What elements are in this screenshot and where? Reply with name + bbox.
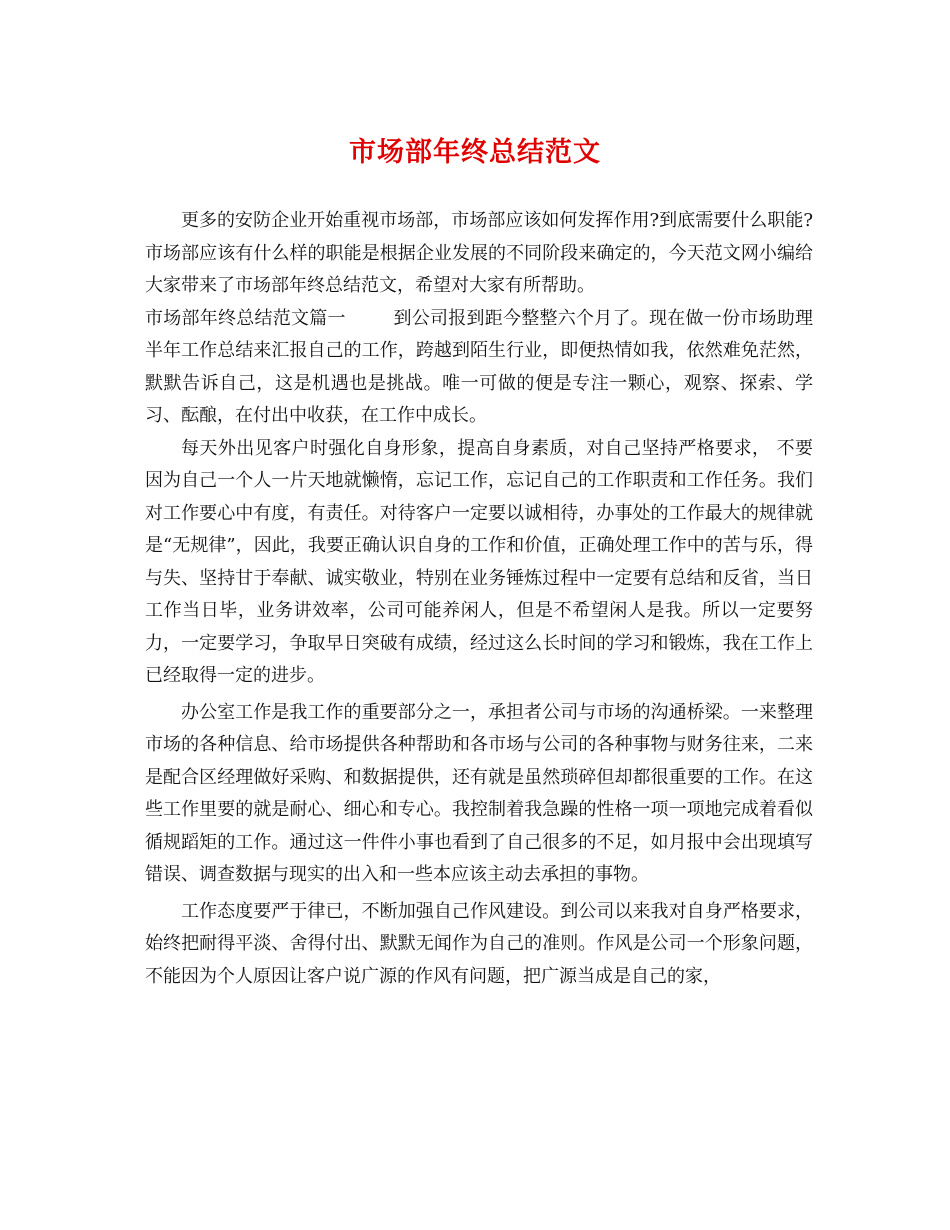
- paragraph-work-attitude: 工作态度要严于律已，不断加强自己作风建设。到公司以来我对自身严格要求，始终把耐得平淡、舍得付出、默默无闻作为自己的准则。作风是公司一个形象问题，不能因为个人原因让客户说广源的作风有问题，把广源当成是自己的家，: [145, 900, 813, 987]
- document-body: [145, 205, 813, 993]
- paragraph-client-work: 每天外出见客户时强化自身形象，提高自身素质，对自己坚持严格要求， 不要因为自己一个人一片天地就懒惰，忘记工作，忘记自己的工作职责和工作任务。我们对工作要心中有度，有责任。对待客户一定要以诚相待，办事处的工作最大的规律就是“无规律”，因此，我要正确认识自身的工作和价值，正确处理工作中的苦与乐，得与失、坚持甘于奉献、诚实敬业，特别在业务锤炼过程中一定要有总结和反省，当日工作当日毕，业务讲效率，公司可能养闲人，但是不希望闲人是我。所以一定要努力，一定要学习，争取早日突破有成绩，经过这么长时间的学习和锻炼，我在工作上已经取得一定的进步。: [145, 437, 813, 686]
- paragraph-section-one: 市场部年终总结范文篇一 到公司报到距今整整六个月了。现在做一份市场助理半年工作总结来汇报自己的工作，跨越到陌生行业，即便热情如我，依然难免茫然，默默告诉自己，这是机遇也是挑战。唯一可做的便是专注一颗心，观察、探索、学习、酝酿，在付出中收获，在工作中成长。: [145, 307, 813, 426]
- document-title: 市场部年终总结范文: [349, 137, 601, 168]
- paragraph-office-work: 办公室工作是我工作的重要部分之一，承担者公司与市场的沟通桥梁。一来整理市场的各种信息、给市场提供各种帮助和各市场与公司的各种事物与财务往来，二来是配合区经理做好采购、和数据提供，还有就是虽然琐碎但却都很重要的工作。在这些工作里要的就是耐心、细心和专心。我控制着我急躁的性格一项一项地完成着看似循规蹈矩的工作。通过这一件件小事也看到了自己很多的不足，如月报中会出现填写错误、调查数据与现实的出入和一些本应该主动去承担的事物。: [145, 701, 813, 885]
- paragraph-intro: 更多的安防企业开始重视市场部，市场部应该如何发挥作用?到底需要什么职能?市场部应该有什么样的职能是根据企业发展的不同阶段来确定的，今天范文网小编给大家带来了市场部年终总结范文，希望对大家有所帮助。: [145, 210, 813, 296]
